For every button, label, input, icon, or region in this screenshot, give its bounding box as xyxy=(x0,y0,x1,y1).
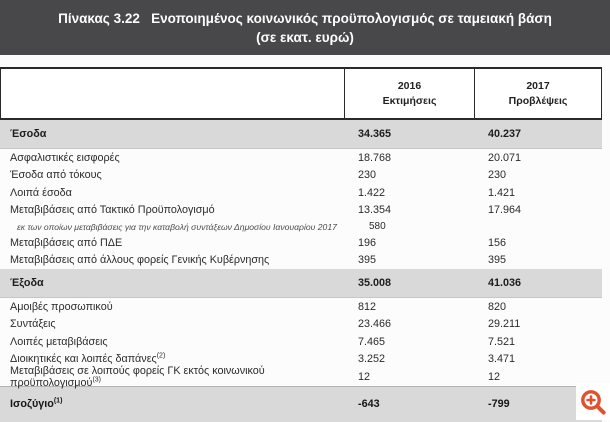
value-2017: 230 xyxy=(488,169,507,182)
value-2016: 12 xyxy=(358,370,371,383)
subnote-row xyxy=(0,219,602,234)
value-2016: 1.422 xyxy=(358,186,386,199)
table-body xyxy=(0,120,602,422)
row-label: Ασφαλιστικές εισφορές xyxy=(10,151,120,164)
column-year-2016: 2016 xyxy=(397,79,422,92)
value-2017: 40.237 xyxy=(488,128,522,140)
value-2016: 18.768 xyxy=(358,151,392,164)
table-title-bar xyxy=(0,0,610,55)
value-2017: 3.471 xyxy=(488,353,516,366)
value-2017: 12 xyxy=(488,370,501,383)
table-row xyxy=(0,364,602,389)
table-row xyxy=(0,252,602,270)
row-label: Έσοδα από τόκους xyxy=(10,169,102,182)
row-label: Μεταβιβάσεις από άλλους φορείς Γενικής Κυβέρνησης xyxy=(10,254,270,267)
column-year-2017: 2017 xyxy=(526,79,550,92)
row-label: εκ των οποίων μεταβιβάσεις για την καταβολή συντάξεων Δημοσίου Ιανουαρίου 2017 xyxy=(17,221,337,232)
column-label-2017: Προβλέψεις xyxy=(508,94,568,107)
row-label: Διοικητικές και λοιπές δαπάνες$^{(2)}$ xyxy=(10,352,166,366)
column-label-2016: Εκτιμήσεις xyxy=(382,94,437,107)
row-label: Μεταβιβάσεις από ΠΔΕ xyxy=(10,236,123,249)
table-row xyxy=(0,149,602,167)
value-2016: 812 xyxy=(358,300,377,313)
zoom-in-button[interactable] xyxy=(576,383,610,420)
table-row xyxy=(0,167,602,185)
value-2017: 29.211 xyxy=(488,318,521,331)
value-2016: 3.252 xyxy=(358,353,386,366)
value-2016: 580 xyxy=(369,221,386,232)
table-title-line1: Πίνακας 3.22 Ενοποιημένος κοινωνικός προϋπολογισμός σε ταμειακή βάση xyxy=(58,10,552,26)
row-label: Αμοιβές προσωπικού xyxy=(10,300,113,313)
table-row xyxy=(0,316,602,334)
value-2017: 395 xyxy=(488,254,507,267)
row-label: Μεταβιβάσεις από Τακτικό Προϋπολογισμό xyxy=(10,204,215,217)
column-header-2016 xyxy=(344,69,474,118)
value-2016: 196 xyxy=(358,236,377,249)
balance-row xyxy=(0,386,602,422)
value-2017: 1.421 xyxy=(488,186,516,199)
value-2016: 395 xyxy=(358,254,377,267)
table-header-row xyxy=(0,67,602,120)
value-2016: 7.465 xyxy=(358,335,386,348)
table-row xyxy=(0,234,602,252)
table-row xyxy=(0,184,602,202)
value-2016: 35.008 xyxy=(358,277,392,289)
value-2017: 820 xyxy=(488,300,507,313)
value-2017: 20.071 xyxy=(488,151,522,164)
table-row xyxy=(0,202,602,220)
row-label: Μεταβιβάσεις σε λοιπούς φορείς ΓΚ εκτός κοινωνικού προϋπολογισμού$^{(3)}$ xyxy=(10,364,265,389)
value-2017: 7.521 xyxy=(488,335,516,348)
value-2016: -643 xyxy=(358,398,380,410)
value-2016: 34.365 xyxy=(358,128,392,140)
table-row xyxy=(0,333,602,351)
section-row xyxy=(0,120,602,149)
value-2017: -799 xyxy=(488,398,510,410)
value-2017: 41.036 xyxy=(488,277,522,289)
table-row xyxy=(0,298,602,316)
row-label: Λοιπές μεταβιβάσεις xyxy=(10,335,108,348)
value-2017: 17.964 xyxy=(488,204,522,217)
row-label: Έσοδα xyxy=(10,128,47,140)
budget-table xyxy=(0,67,602,422)
row-label: Συντάξεις xyxy=(10,318,56,331)
header-empty-cell xyxy=(1,69,344,118)
row-label: Έξοδα xyxy=(10,277,44,289)
row-label: Λοιπά έσοδα xyxy=(10,186,72,199)
column-header-2017 xyxy=(474,69,601,118)
zoom-in-icon xyxy=(579,388,607,416)
value-2016: 13.354 xyxy=(358,204,392,217)
row-label: Ισοζύγιο$^{(1)}$ xyxy=(10,397,63,410)
section-row xyxy=(0,269,602,298)
value-2016: 23.466 xyxy=(358,318,392,331)
table-title-line2: (σε εκατ. ευρώ) xyxy=(256,29,354,45)
value-2016: 230 xyxy=(358,169,377,182)
value-2017: 156 xyxy=(488,236,507,249)
